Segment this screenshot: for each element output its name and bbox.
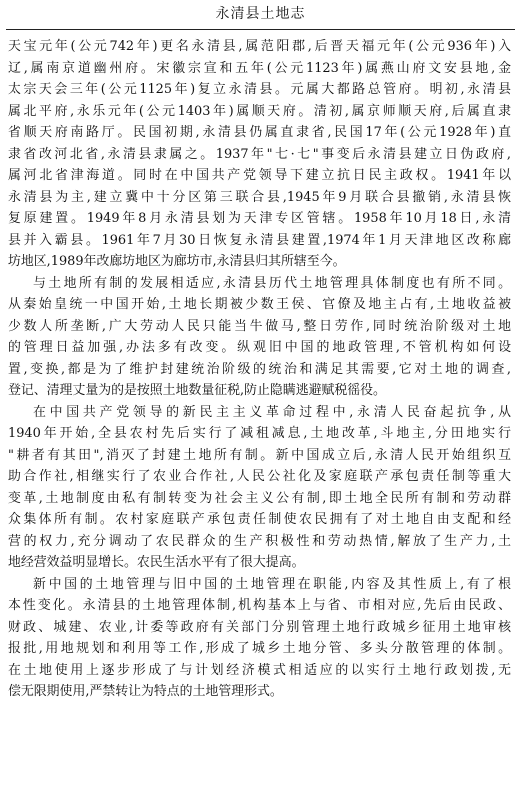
text-line: 营的权力,充分调动了农民群众的生产积极性和劳动热情,解放了生产力,土 xyxy=(8,533,511,549)
text-line: 坊地区,1989年改廊坊地区为廊坊市,永清县归其所辖至今。 xyxy=(8,254,346,269)
text-line: 从秦始皇统一中国开始,土地长期被少数王侯、官僚及地主占有,土地收益被 xyxy=(8,297,511,312)
text-line: 的管理日益加强,办法多有改变。纵观旧中国的地政管理,不管机构如何设 xyxy=(8,340,511,355)
text-line: 少数人所垄断,广大劳动人民只能当牛做马,整日劳作,同时统治阶级对土地 xyxy=(8,318,511,334)
text-line: 本性变化。永清县的土地管理体制,机构基本上与省、市相对应,先后由民政、 xyxy=(8,598,511,613)
text-line: 在中国共产党领导的新民主主义革命过程中,永清人民奋起抗争,从 xyxy=(33,404,511,420)
text-line: 与土地所有制的发展相适应,永清县历代土地管理具体制度也有所不同。 xyxy=(33,275,511,291)
text-line: 众集体所有制。农村家庭联产承包责任制使农民拥有了对土地自由支配和经 xyxy=(8,512,511,527)
text-line: 省顺天府南路厅。民国初期,永清县仍属直隶省,民国17年(公元1928年)直 xyxy=(8,125,511,140)
text-line: 变革,土地制度由私有制转变为社会主义公有制,即土地全民所有制和劳动群 xyxy=(8,490,511,506)
paragraph xyxy=(8,273,511,402)
text-line: 太宗天会三年(公元1125年)复立永清县。元属大都路总管府。明初,永清县 xyxy=(8,82,511,97)
text-line: 助合作社,相继实行了农业合作社,人民公社化及家庭联产承包责任制等重大 xyxy=(8,469,511,484)
paragraph xyxy=(8,402,511,574)
running-header-title: 永清县土地志 xyxy=(215,6,306,22)
text-line: 报批,用地规划和利用等工作,形成了城乡土地分管、多头分散管理的体制。 xyxy=(8,641,511,656)
text-line: 县并入霸县。1961年7月30日恢复永清县建置,1974年1月天津地区改称廊 xyxy=(8,232,511,248)
text-line: 在土地使用上逐步形成了与计划经济模式相适应的以实行土地行政划拨,无 xyxy=(8,662,511,678)
body-text xyxy=(8,36,511,703)
text-line: 1940年开始,全县农村先后实行了减租减息,土地改革,斗地主,分田地实行 xyxy=(8,426,511,441)
text-line: 置,变换,都是为了维护封建统治阶级的统治和满足其需要,它对土地的调查, xyxy=(8,361,511,377)
text-line: 偿无限期使用,严禁转让为特点的土地管理形式。 xyxy=(8,684,283,699)
text-line: 属河北省津海道。同时在中国共产党领导下建立抗日民主政权。1941年以 xyxy=(8,168,511,183)
paragraph xyxy=(8,36,511,273)
header-rule xyxy=(6,29,515,30)
text-line: 天宝元年(公元742年)更名永清县,属范阳郡,后晋天福元年(公元936年)入 xyxy=(8,39,511,54)
text-line: 属北平府,永乐元年(公元1403年)属顺天府。清初,属京师顺天府,后属直隶 xyxy=(8,103,511,119)
paragraph xyxy=(8,574,511,703)
text-line: 辽,属南京道幽州府。宋徽宗宣和五年(公元1123年)属燕山府文安县地,金 xyxy=(8,60,511,76)
text-line: 地经营效益明显增长。农民生活水平有了很大提高。 xyxy=(8,555,305,570)
text-line: 复原建置。1949年8月永清县划为天津专区管辖。1958年10月18日,永清 xyxy=(8,211,511,226)
text-line: 隶省改河北省,永清县隶属之。1937年"七·七"事变后永清县建立日伪政府, xyxy=(8,146,511,162)
text-line: 永清县为主,建立冀中十分区第三联合县,1945年9月联合县撤销,永清县恢 xyxy=(8,189,511,205)
text-line: 财政、城建、农业,计委等政府有关部门分别管理土地行政城乡征用土地审核 xyxy=(8,619,511,635)
text-line: 新中国的土地管理与旧中国的土地管理在职能,内容及其性质上,有了根 xyxy=(33,576,511,592)
text-line: "耕者有其田",消灭了封建土地所有制。新中国成立后,永清人民开始组织互 xyxy=(8,447,511,463)
text-line: 登记、清理丈量为的是按照土地数量征税,防止隐瞒逃避赋税徭役。 xyxy=(8,383,386,398)
